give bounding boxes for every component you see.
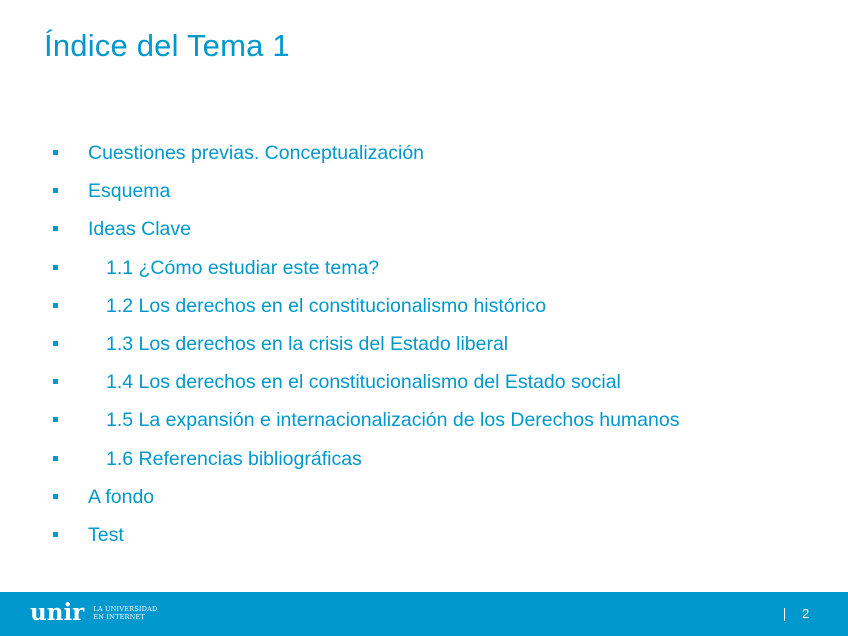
- unir-logo: [30, 601, 157, 625]
- square-bullet-icon: [53, 494, 58, 499]
- footer-bar: [0, 592, 848, 636]
- toc-item-label: Cuestiones previas. Conceptualización: [88, 142, 425, 164]
- toc-item-label: Ideas Clave: [88, 218, 191, 241]
- page-number: 2: [802, 606, 810, 621]
- square-bullet-icon: [53, 303, 58, 308]
- logo-wordmark: unir: [30, 599, 85, 626]
- logo-tagline-line1: LA UNIVERSIDAD: [93, 605, 158, 613]
- square-bullet-icon: [53, 379, 58, 384]
- square-bullet-icon: [53, 456, 58, 461]
- toc-subitem-label: 1.6 Referencias bibliográficas: [106, 447, 362, 470]
- toc-subitem-label: 1.1 ¿Cómo estudiar este tema?: [106, 256, 380, 279]
- square-bullet-icon: [53, 341, 58, 346]
- square-bullet-icon: [53, 532, 58, 537]
- toc-subitem-label: 1.5 La expansión e internacionalización de los Derechos humanos: [106, 409, 680, 432]
- square-bullet-icon: [53, 150, 58, 155]
- logo-tagline-line2: EN INTERNET: [93, 613, 146, 621]
- square-bullet-icon: [53, 265, 58, 270]
- toc-item-label: Test: [88, 523, 124, 546]
- square-bullet-icon: [53, 226, 58, 231]
- toc-item-label: Esquema: [88, 180, 171, 203]
- square-bullet-icon: [53, 417, 58, 422]
- logo-tagline: [93, 605, 157, 621]
- page-number-divider: [784, 608, 785, 621]
- toc-subitem-label: 1.2 Los derechos en el constitucionalismo histórico: [106, 294, 547, 317]
- square-bullet-icon: [53, 188, 58, 193]
- slide-title: Índice del Tema 1: [44, 28, 290, 63]
- toc-item-label: A fondo: [88, 485, 155, 508]
- toc-subitem-label: 1.3 Los derechos en la crisis del Estado liberal: [106, 332, 509, 355]
- toc-subitem-label: 1.4 Los derechos en el constitucionalismo del Estado social: [106, 371, 621, 394]
